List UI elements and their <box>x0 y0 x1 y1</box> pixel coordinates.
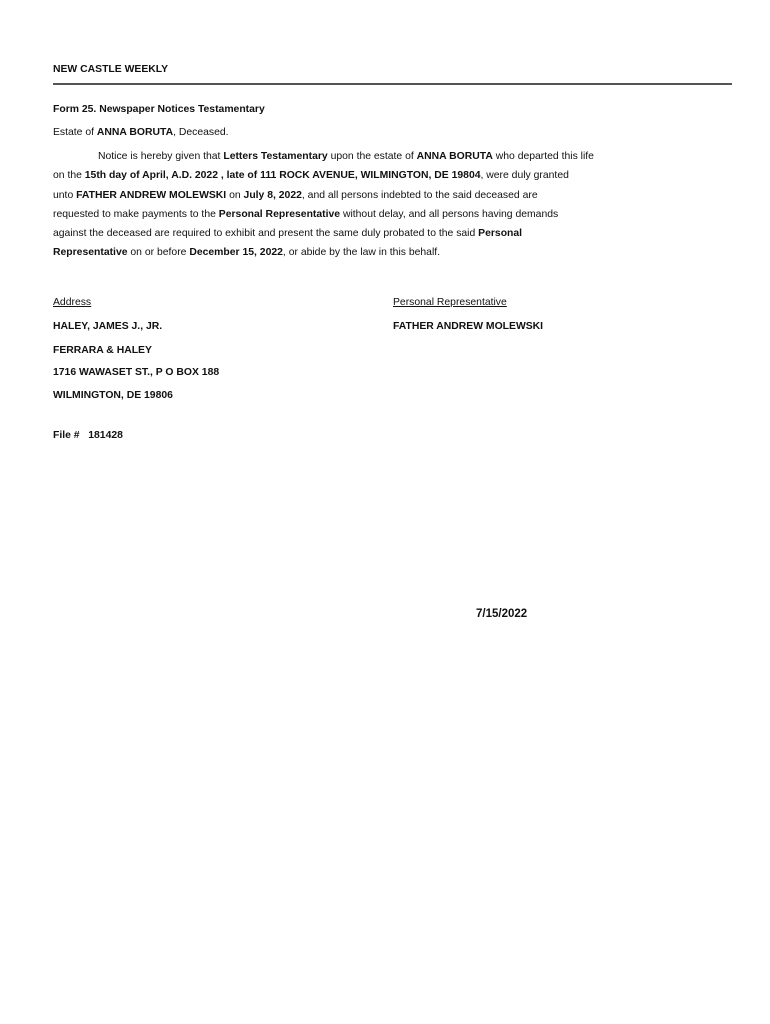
grant-date: July 8, 2022 <box>243 190 302 201</box>
file-label: File # <box>53 430 80 441</box>
notice-text: , and all persons indebted to the said deceased are <box>301 190 538 201</box>
address-line <box>53 345 152 357</box>
notice-text: , or abide by the law in this behalf. <box>282 247 441 258</box>
date-value: 7/15/2022 <box>476 608 528 620</box>
notice-text: without delay, and all persons having demands <box>340 209 559 220</box>
representative-term: Personal <box>478 228 523 239</box>
representative-term: Representative <box>53 247 128 258</box>
representative-name: FATHER ANDREW MOLEWSKI <box>76 190 227 201</box>
representative-heading: Personal Representative <box>393 297 507 308</box>
estate-name: ANNA BORUTA <box>96 127 174 138</box>
form-title-text: Form 25. Newspaper Notices Testamentary <box>53 104 265 115</box>
death-date-and-residence: 15th day of April, A.D. 2022 , late of 111 ROCK AVENUE, WILMINGTON, DE 19804 <box>84 170 481 181</box>
publication-header <box>53 64 168 76</box>
notice-text: on the <box>53 170 85 181</box>
form-title <box>53 104 265 116</box>
estate-prefix: Estate of <box>53 127 97 138</box>
notice-date <box>476 608 527 620</box>
attorney-name: HALEY, JAMES J., JR. <box>53 321 163 332</box>
estate-suffix: , Deceased. <box>173 127 229 138</box>
notice-text: upon the estate of <box>327 151 417 162</box>
street-address: 1716 WAWASET ST., P O BOX 188 <box>53 367 220 378</box>
address-line <box>53 321 162 333</box>
notice-line-2 <box>53 170 569 182</box>
file-number: 181428 <box>88 430 123 441</box>
address-heading: Address <box>53 297 92 308</box>
notice-text: requested to make payments to the <box>53 209 219 220</box>
file-number-line <box>53 430 123 442</box>
address-line <box>53 390 173 402</box>
notice-text: against the deceased are required to exhibit and present the same duly probated to the said <box>53 228 479 239</box>
notice-text: , were duly granted <box>480 170 569 181</box>
notice-text: on <box>226 190 244 201</box>
representative-term: Personal Representative <box>218 209 341 220</box>
representative-name-block <box>393 321 543 333</box>
notice-text: unto <box>53 190 77 201</box>
address-line <box>53 367 219 379</box>
city-state-zip: WILMINGTON, DE 19806 <box>53 390 173 401</box>
header-divider <box>53 83 732 85</box>
claims-deadline: December 15, 2022 <box>189 247 283 258</box>
notice-line-6 <box>53 247 440 259</box>
notice-text: on or before <box>127 247 190 258</box>
firm-name: FERRARA & HALEY <box>53 345 152 356</box>
notice-line-1 <box>98 151 594 163</box>
notice-line-5 <box>53 228 522 240</box>
representative-name: FATHER ANDREW MOLEWSKI <box>393 321 544 332</box>
notice-text: who departed this life <box>492 151 594 162</box>
notice-line-3 <box>53 190 538 202</box>
decedent-name: ANNA BORUTA <box>416 151 493 162</box>
estate-line <box>53 127 229 139</box>
letters-testamentary: Letters Testamentary <box>223 151 328 162</box>
notice-text: Notice is hereby given that <box>98 151 224 162</box>
publication-name: NEW CASTLE WEEKLY <box>53 64 169 75</box>
notice-line-4 <box>53 209 558 221</box>
